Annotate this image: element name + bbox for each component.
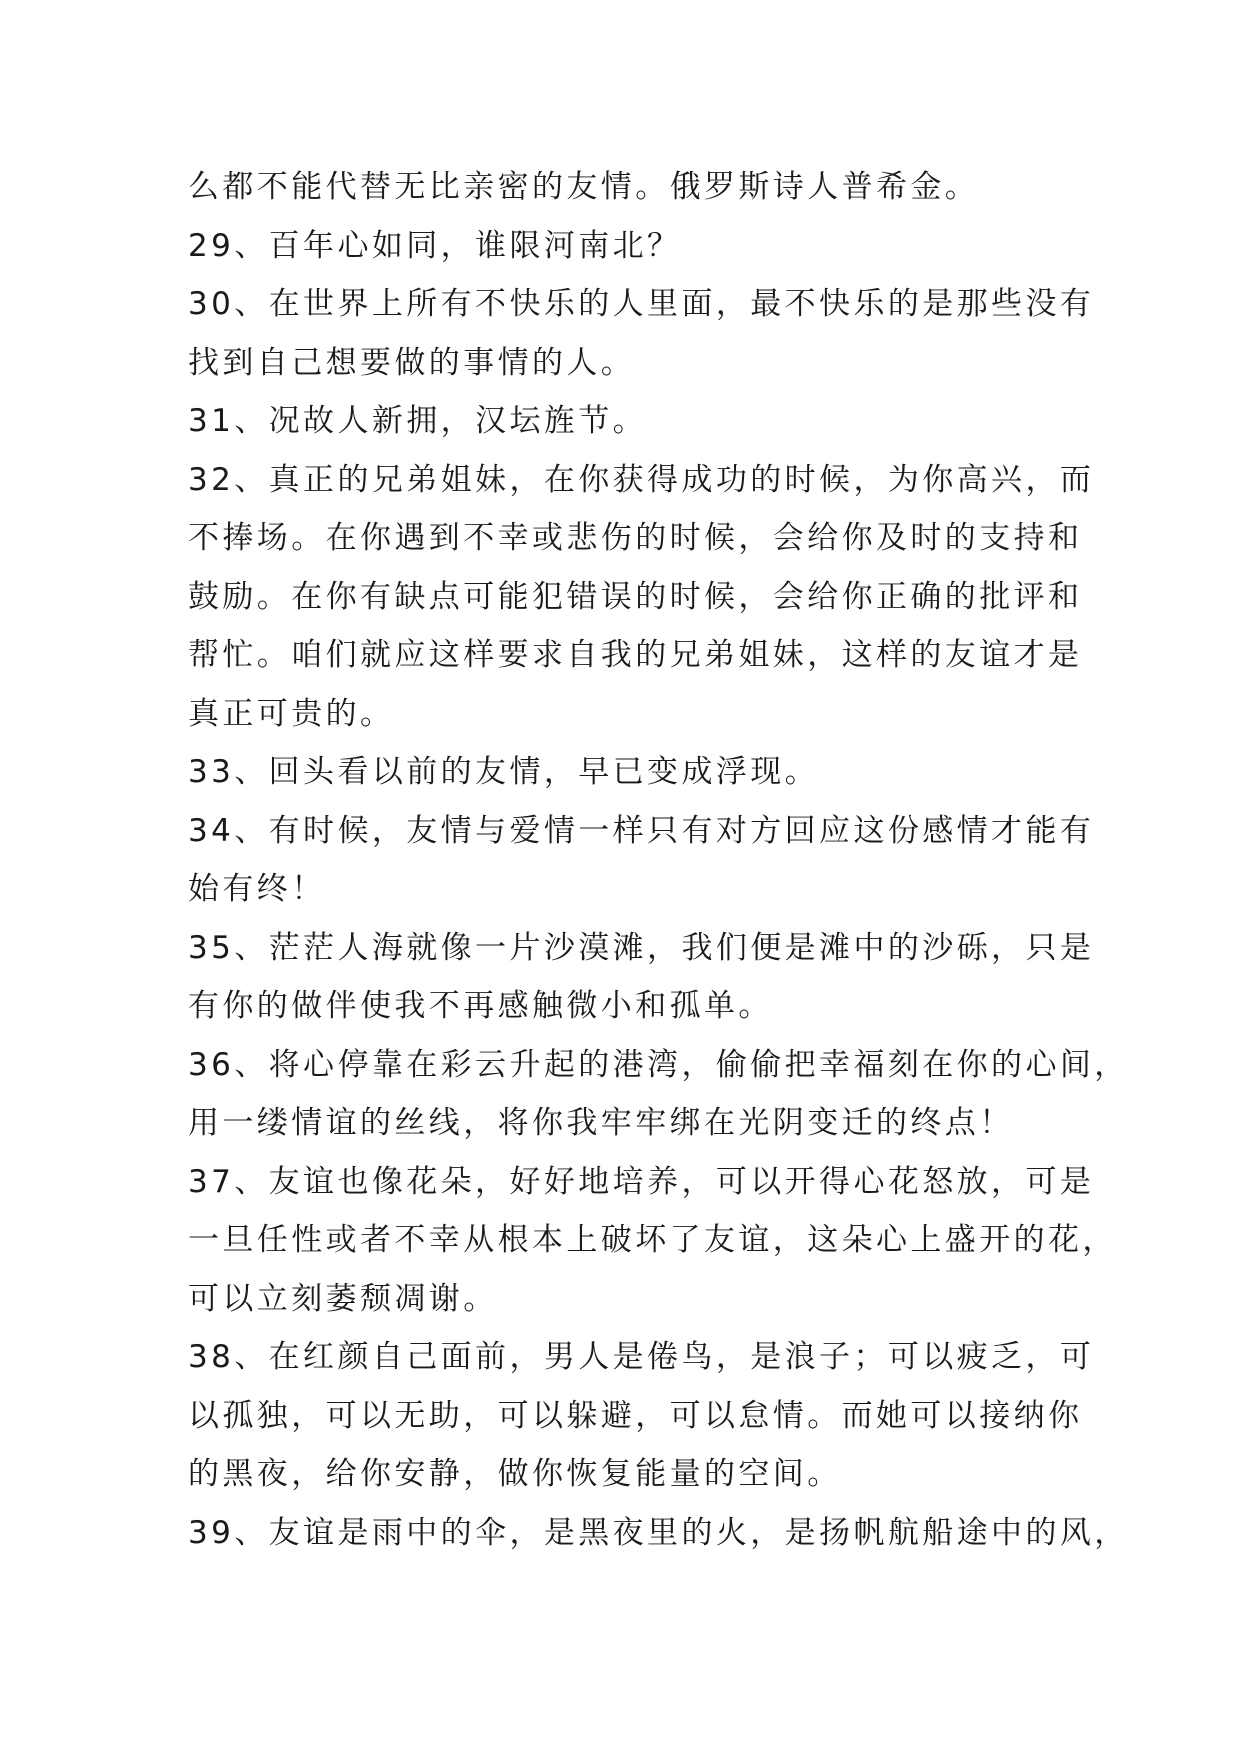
text-line: 用一缕情谊的丝线，将你我牢牢绑在光阴变迁的终点！ <box>188 1105 1014 1141</box>
text-line: 32、真正的兄弟姐妹，在你获得成功的时候，为你高兴，而 <box>188 461 1095 498</box>
text-line: 真正可贵的。 <box>188 695 395 732</box>
text-line: 29、百年心如同，谁限河南北？ <box>188 227 682 264</box>
text-line: 始有终！ <box>188 871 326 907</box>
text-line: 30、在世界上所有不快乐的人里面，最不快乐的是那些没有 <box>188 286 1095 322</box>
text-line: 可以立刻萎颓凋谢。 <box>188 1280 498 1317</box>
text-line: 以孤独，可以无助，可以躲避，可以怠情。而她可以接纳你 <box>188 1397 1083 1434</box>
text-line: 不捧场。在你遇到不幸或悲伤的时候，会给你及时的支持和 <box>188 520 1083 556</box>
document-body <box>188 158 1129 1562</box>
text-line: 38、在红颜自己面前，男人是倦鸟，是浪子；可以疲乏，可 <box>188 1339 1095 1375</box>
text-line: 39、友谊是雨中的伞，是黑夜里的火，是扬帆航船途中的风， <box>188 1514 1129 1551</box>
text-line: 帮忙。咱们就应这样要求自我的兄弟姐妹，这样的友谊才是 <box>188 637 1083 673</box>
text-line: 36、将心停靠在彩云升起的港湾，偷偷把幸福刻在你的心间， <box>188 1046 1129 1083</box>
text-line: 33、回头看以前的友情，早已变成浮现。 <box>188 754 820 790</box>
text-line: 37、友谊也像花朵，好好地培养，可以开得心花怒放，可是 <box>188 1163 1095 1200</box>
text-line: 一旦任性或者不幸从根本上破坏了友谊，这朵心上盛开的花， <box>188 1222 1117 1258</box>
text-line: 的黑夜，给你安静，做你恢复能量的空间。 <box>188 1456 842 1492</box>
text-line: 鼓励。在你有缺点可能犯错误的时候，会给你正确的批评和 <box>188 578 1083 615</box>
text-line: 有你的做伴使我不再感触微小和孤单。 <box>188 988 773 1024</box>
text-line: 34、有时候，友情与爱情一样只有对方回应这份感情才能有 <box>188 812 1095 849</box>
text-line: 么都不能代替无比亲密的友情。俄罗斯诗人普希金。 <box>188 169 980 205</box>
text-line: 找到自己想要做的事情的人。 <box>188 344 636 381</box>
text-line: 31、况故人新拥，汉坛旌节。 <box>188 403 648 439</box>
text-line: 35、茫茫人海就像一片沙漠滩，我们便是滩中的沙砾，只是 <box>188 929 1095 966</box>
